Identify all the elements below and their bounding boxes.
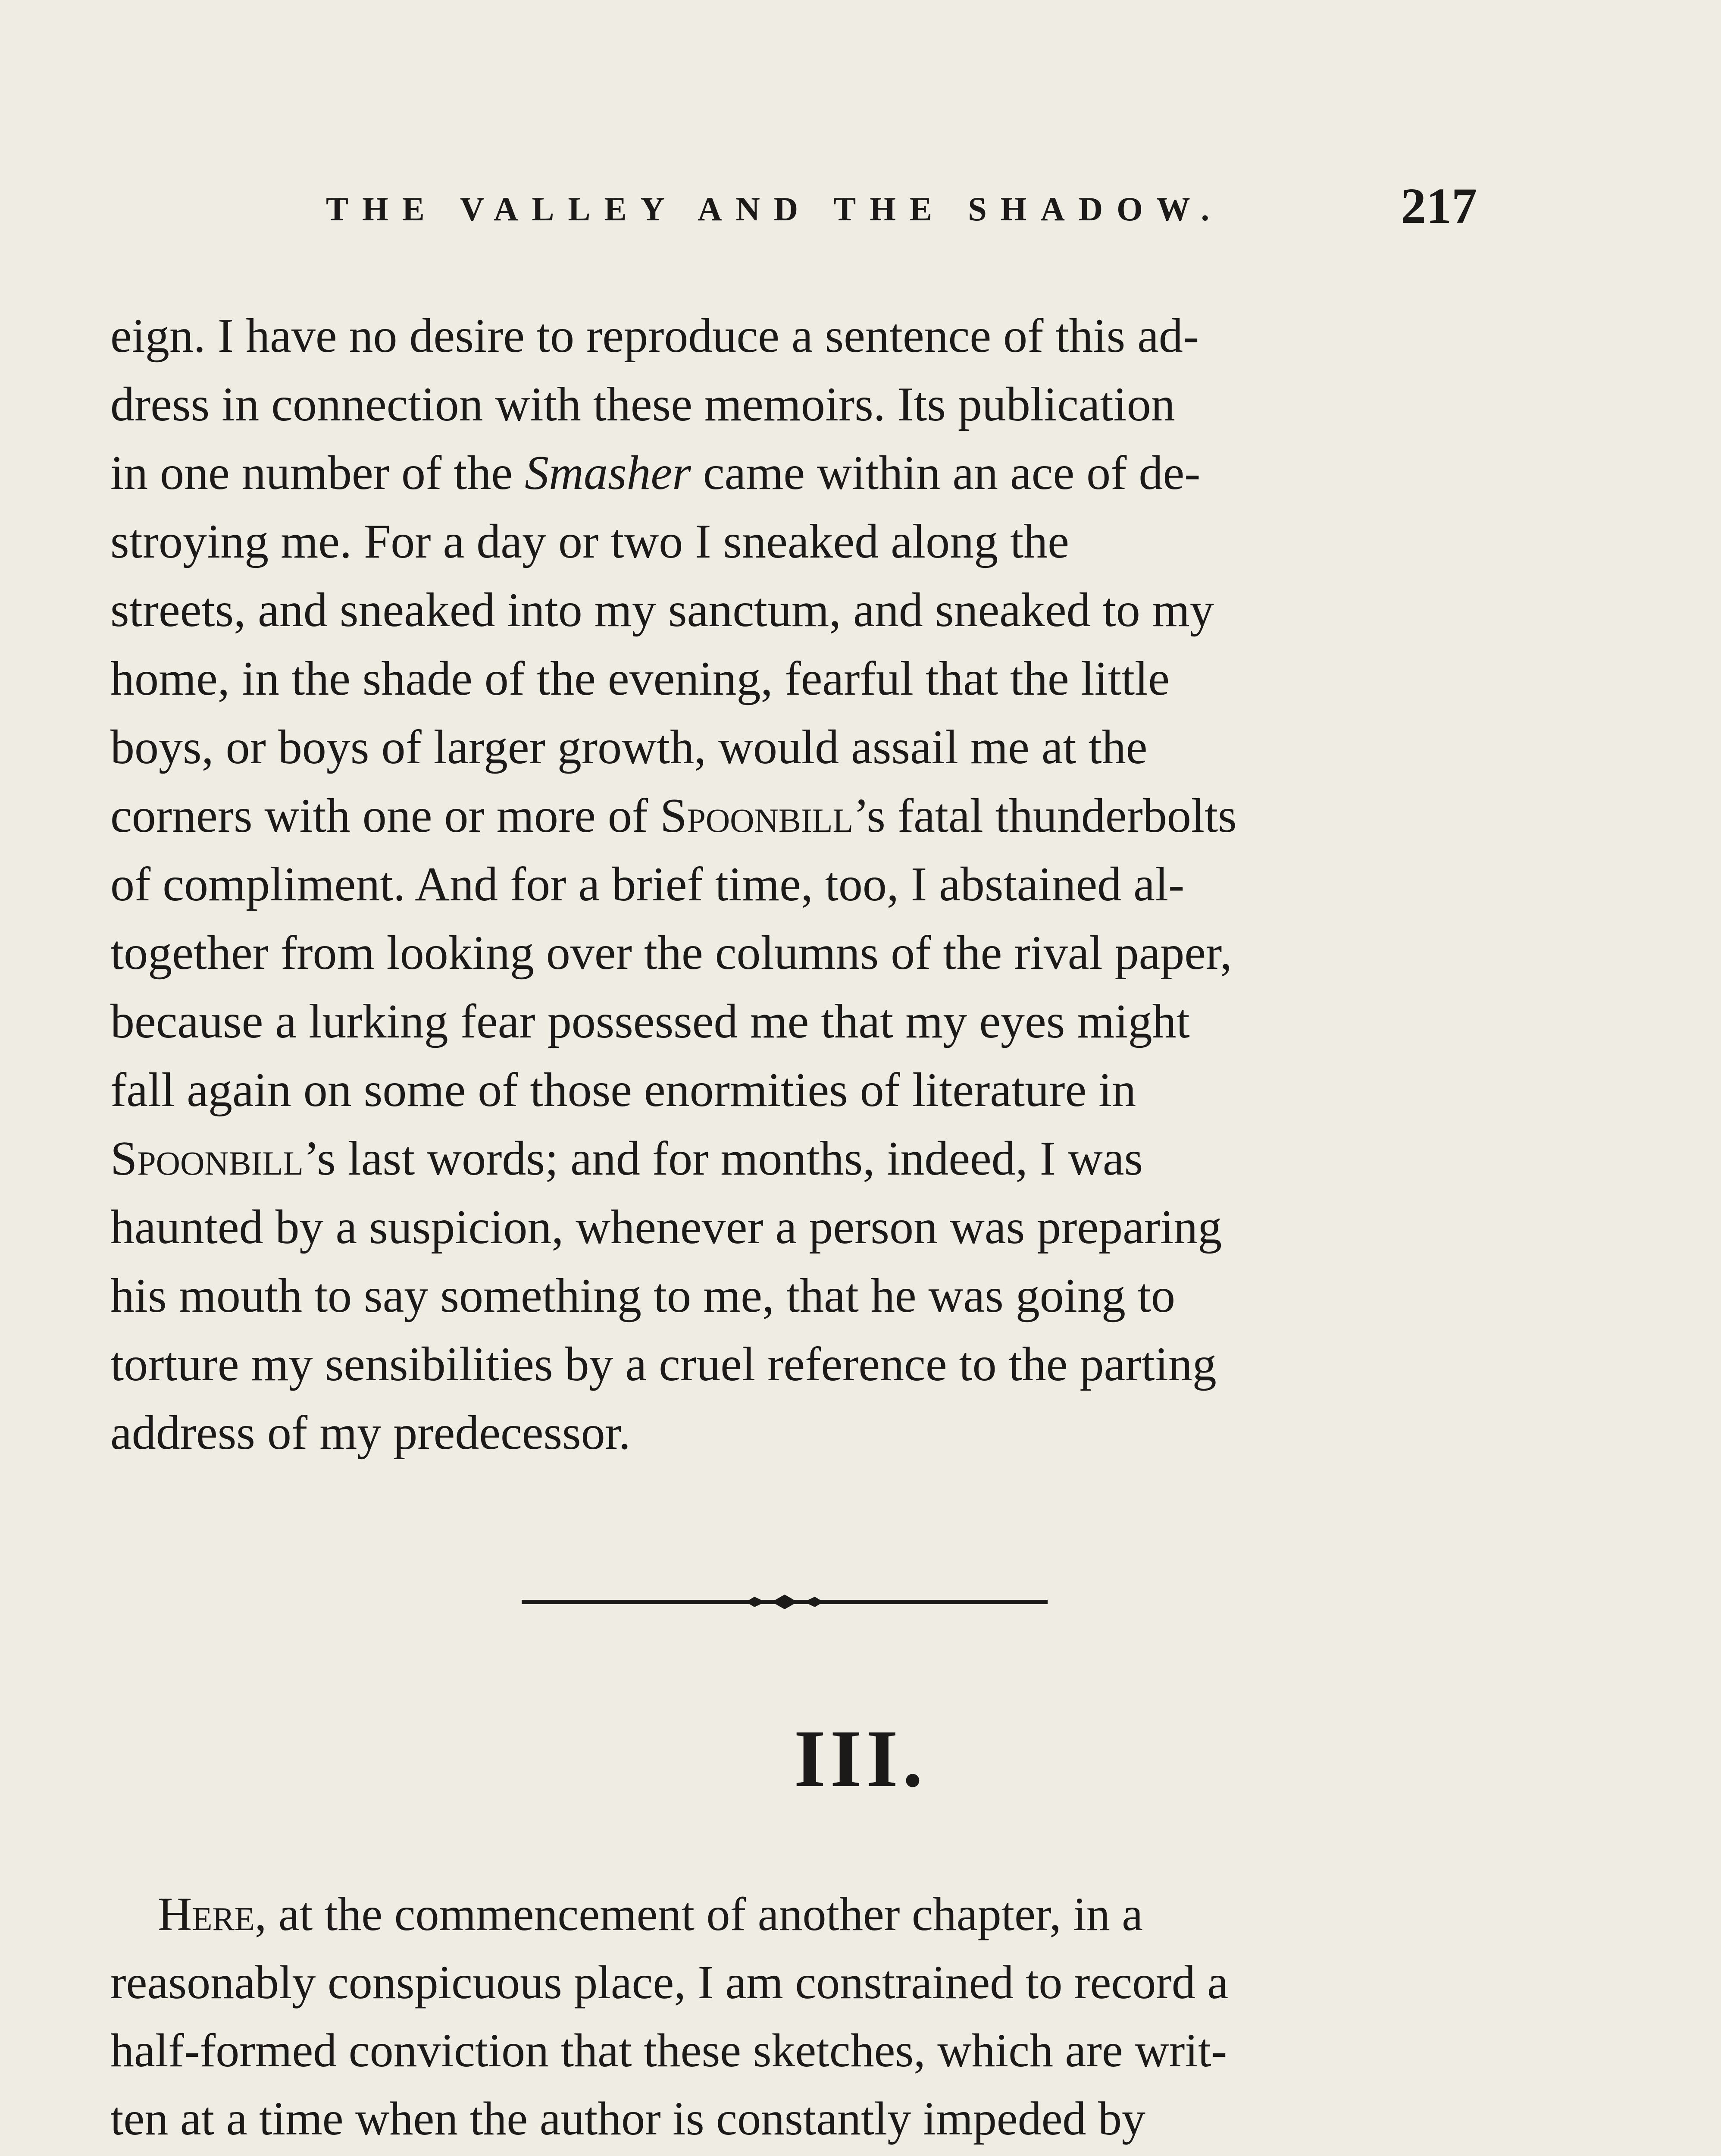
line-text: came within an ace of de- [691,446,1201,500]
line-text: ’s last words; and for months, indeed, I was [303,1132,1143,1185]
line-text: dress in connection with these memoirs. Its publication [110,378,1175,431]
text-line [110,850,1481,919]
text-line [110,1125,1481,1193]
text-line [110,1880,1481,1948]
text-line [110,1056,1481,1125]
line-text: haunted by a suspicion, whenever a person was preparing [110,1200,1222,1254]
text-line [110,2153,1481,2156]
line-text: boys, or boys of larger growth, would assail me at the [110,721,1148,774]
line-text: address of my predecessor. [110,1406,631,1460]
text-line [110,987,1481,1056]
line-text: corners with one or more of [110,789,660,843]
line-text: torture my sensibilities by a cruel reference to the parting [110,1338,1217,1391]
text-line [110,782,1481,850]
text-line [110,919,1481,987]
chapter-heading: III. [794,1714,927,1804]
body-text-chapter [110,1880,1481,2156]
text-line [110,713,1481,782]
line-text: stroying me. For a day or two I sneaked along the [110,515,1069,568]
line-text: , at the commencement of another chapter, in a [254,1888,1143,1940]
line-text: streets, and sneaked into my sanctum, and sneaked to my [110,583,1214,637]
text-line [110,1330,1481,1399]
running-title: THE VALLEY AND THE SHADOW. [326,190,1223,228]
name-small-caps: Spoonbill [660,789,854,843]
name-small-caps: Spoonbill [110,1132,304,1185]
text-line [110,1193,1481,1262]
section-divider-ornament [522,1591,1048,1613]
line-text: ’s fatal thunderbolts [853,789,1237,843]
text-line [110,1262,1481,1330]
body-text-continued [110,302,1481,1467]
text-line [110,370,1481,439]
text-line [110,2016,1481,2084]
newspaper-title: Smasher [525,446,691,500]
text-line [110,2084,1481,2153]
line-text: eign. I have no desire to reproduce a sentence of this ad- [110,309,1199,363]
line-text: of compliment. And for a brief time, too, I abstained al- [110,858,1185,911]
opening-word-small-caps: Here [158,1888,255,1940]
line-text: reasonably conspicuous place, I am constrained to record a [110,1956,1229,2009]
text-line [110,1399,1481,1467]
text-line [110,302,1481,370]
line-text: fall again on some of those enormities of literature in [110,1063,1136,1117]
line-text: half-formed conviction that these sketches, which are writ- [110,2024,1227,2077]
text-line [110,439,1481,508]
line-text: together from looking over the columns of the rival paper, [110,926,1232,980]
page-number: 217 [1401,178,1477,234]
page-header [110,172,1486,234]
text-line [110,508,1481,576]
text-line [110,576,1481,645]
line-text: because a lurking fear possessed me that my eyes might [110,995,1190,1048]
text-line [110,645,1481,713]
text-line [110,1948,1481,2016]
line-text: in one number of the [110,446,525,500]
line-text: his mouth to say something to me, that he was going to [110,1269,1176,1322]
line-text: home, in the shade of the evening, fearful that the little [110,652,1170,705]
line-text: ten at a time when the author is constantly impeded by [110,2092,1146,2145]
